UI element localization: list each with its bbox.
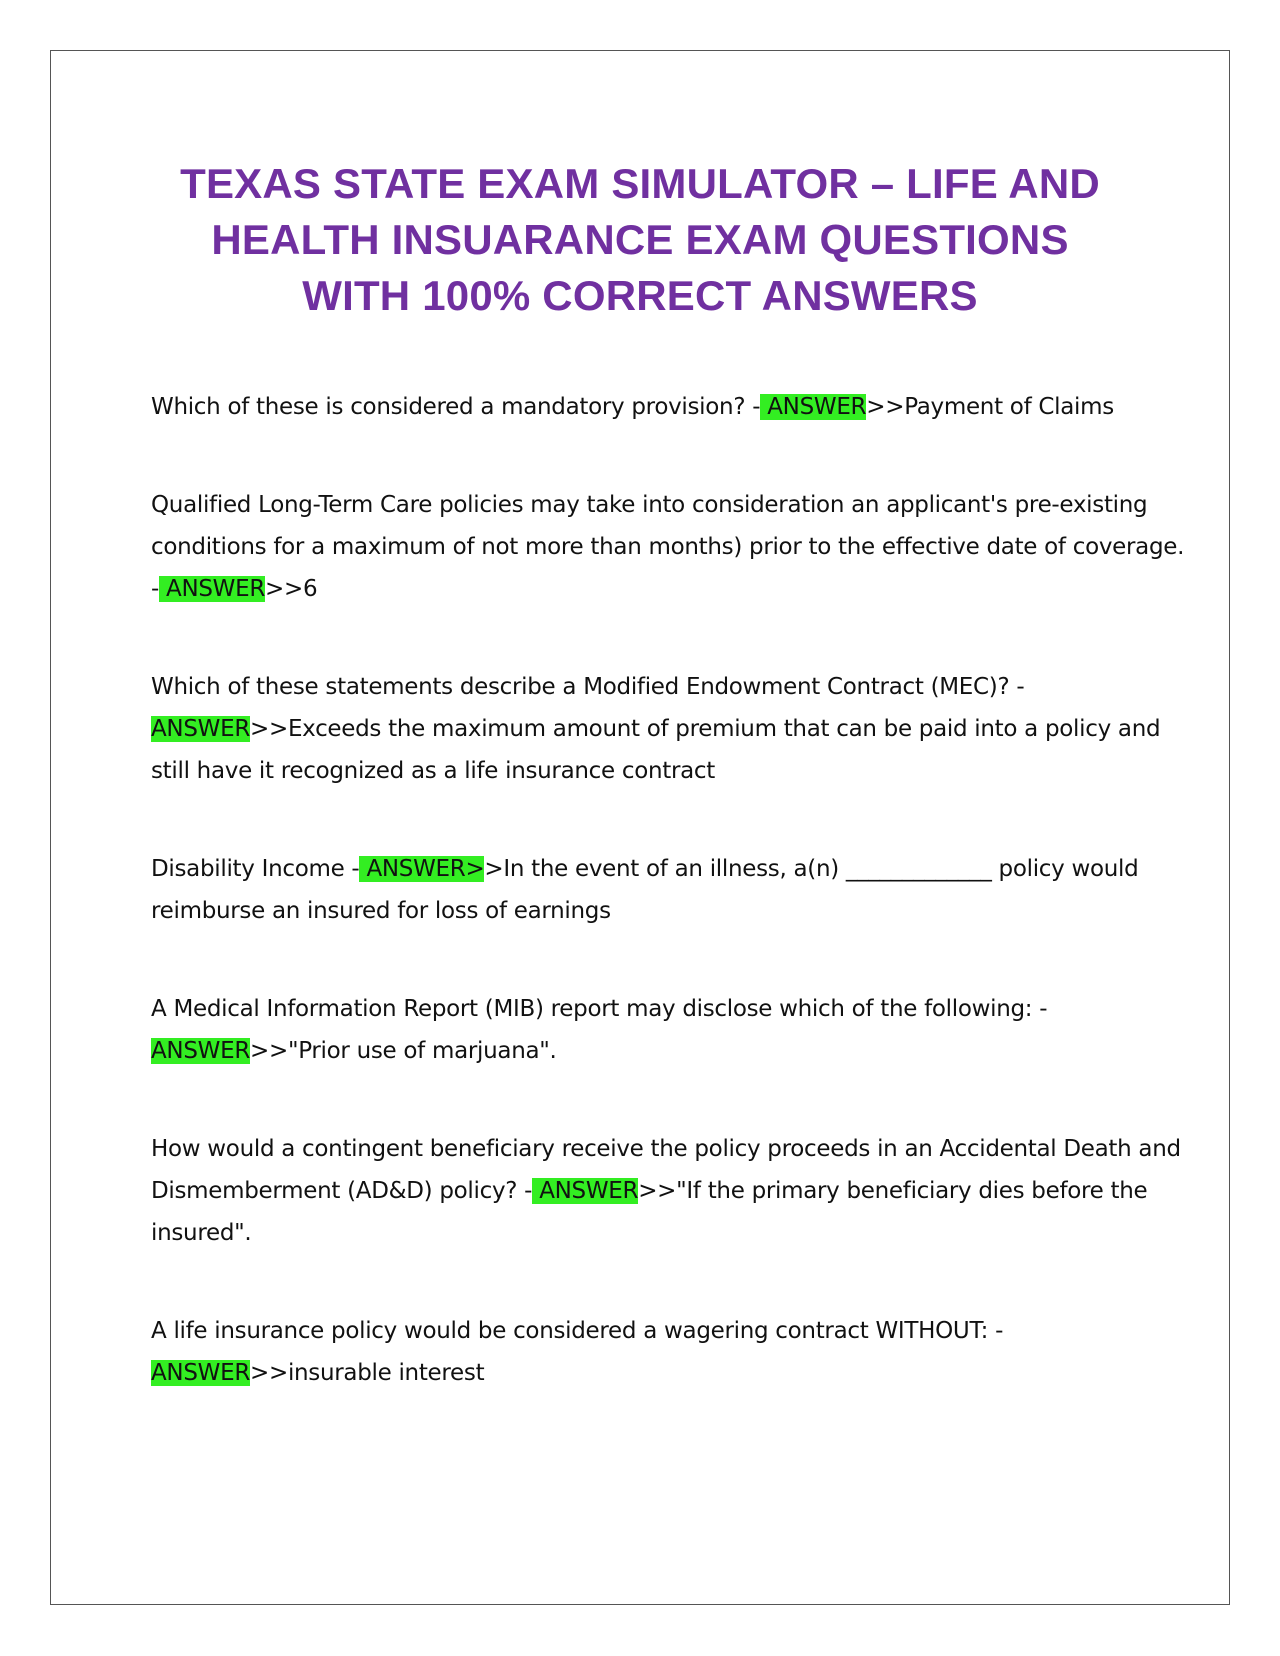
answer-text: >>Exceeds the maximum amount of premium that can be paid into a policy and still have it recognized as a life insurance contract [151, 716, 1161, 784]
document-title [51, 156, 1229, 324]
answer-text: >>6 [265, 576, 318, 602]
answer-marker: ANSWER [151, 1360, 250, 1386]
answer-text: >>"Prior use of marjuana". [250, 1038, 557, 1064]
qa-item-5 [151, 988, 1191, 1072]
question-text: How would a contingent beneficiary receive the policy proceeds in an Accidental Death and Dismemberment (AD&D) policy? - [151, 1136, 1181, 1204]
answer-marker: ANSWER [532, 1178, 639, 1204]
answer-text: >In the event of an illness, a(n) _____________ policy would reimburse an insured for loss of earnings [151, 856, 1139, 924]
question-text: Which of these statements describe a Modified Endowment Contract (MEC)? - [151, 674, 1025, 700]
question-text: A Medical Information Report (MIB) report may disclose which of the following: - [151, 996, 1048, 1022]
question-text: Qualified Long-Term Care policies may take into consideration an applicant's pre-existing conditions for a maximum of not more than months) prior to the effective date of coverage. - [151, 492, 1185, 602]
answer-marker: ANSWER [151, 1038, 250, 1064]
qa-item-7 [151, 1310, 1191, 1394]
question-text: Disability Income - [151, 856, 360, 882]
qa-item-6 [151, 1128, 1191, 1254]
qa-item-3 [151, 666, 1191, 792]
title-line-3: WITH 100% CORRECT ANSWERS [302, 272, 978, 319]
qa-item-2 [151, 484, 1191, 610]
answer-text: >>Payment of Claims [866, 394, 1114, 420]
answer-marker: ANSWER [159, 576, 266, 602]
answer-text: >>insurable interest [250, 1360, 485, 1386]
answer-marker: ANSWER> [359, 856, 485, 882]
qa-item-1 [151, 386, 1191, 428]
document-page [50, 50, 1230, 1605]
answer-marker: ANSWER [151, 716, 250, 742]
question-text: Which of these is considered a mandatory provision? - [151, 394, 761, 420]
question-answer-list [151, 386, 1191, 1450]
answer-marker: ANSWER [760, 394, 867, 420]
title-line-1: TEXAS STATE EXAM SIMULATOR – LIFE AND [180, 160, 1100, 207]
question-text: A life insurance policy would be considered a wagering contract WITHOUT: - [151, 1318, 1004, 1344]
qa-item-4 [151, 848, 1191, 932]
answer-text: >>"If the primary beneficiary dies before the insured". [151, 1178, 1148, 1246]
title-line-2: HEALTH INSUARANCE EXAM QUESTIONS [211, 216, 1069, 263]
